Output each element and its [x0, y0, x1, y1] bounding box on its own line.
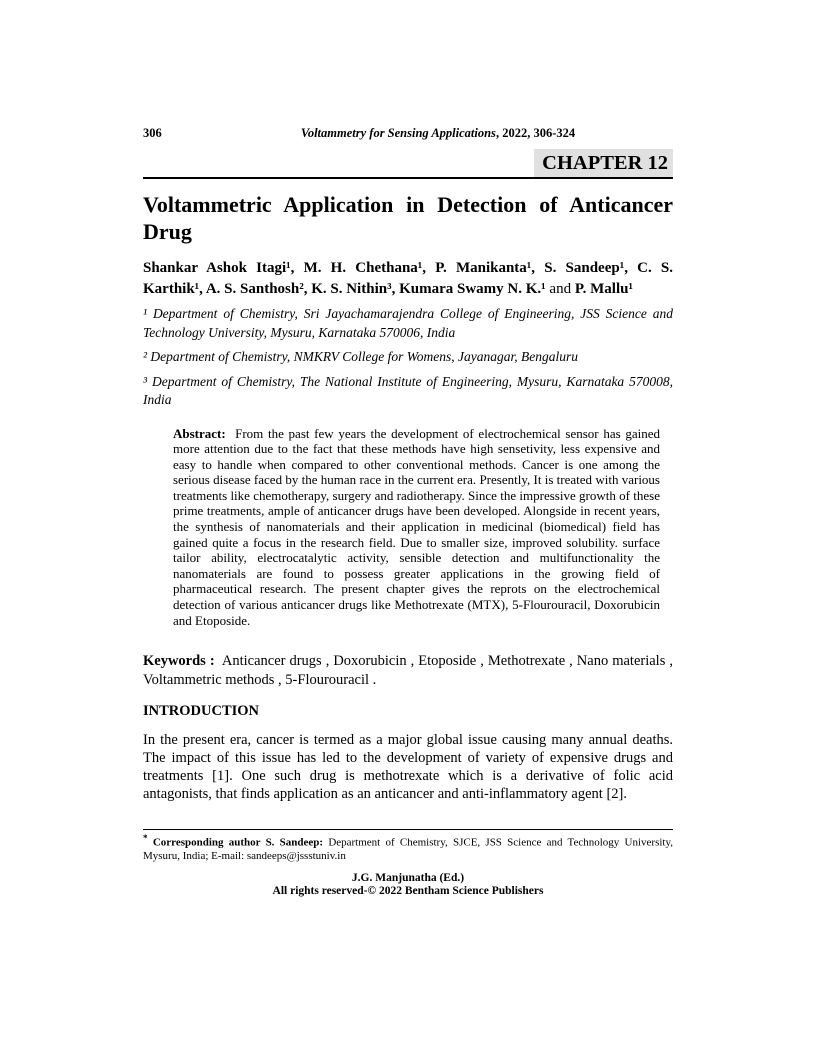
running-title [203, 126, 673, 141]
chapter-banner-rule [143, 149, 673, 179]
authors-bold-group: Shankar Ashok Itagi¹, M. H. Chethana¹, P. Manikanta¹, S. Sandeep¹, C. S. Karthik¹, A. S. Santhosh², K. S. Nithin³, Kumara Swamy N. K.¹ [143, 260, 673, 297]
keywords-text: Anticancer drugs , Doxorubicin , Etoposide , Methotrexate , Nano materials , Voltammetric methods , 5-Flourouracil . [143, 653, 673, 688]
footer-rights: All rights reserved-© 2022 Bentham Science Publishers [272, 885, 544, 898]
corresponding-author-footnote [143, 832, 673, 864]
affiliation-3: ³ Department of Chemistry, The National Institute of Engineering, Mysuru, Karnataka 570008, India [143, 373, 673, 407]
authors-last: P. Mallu¹ [574, 280, 633, 297]
introduction-paragraph: In the present era, cancer is termed as a major global issue causing many annual deaths. The impact of this issue has led to the development of variety of expensive drugs and treatments [1]. One such drug is methotrexate which is a derivative of folic acid antagonists, that finds application as an anticancer and anti-inflammatory agent [2]. [143, 732, 673, 803]
chapter-title: Voltammetric Application in Detection of Anticancer Drug [143, 192, 673, 244]
keywords-paragraph [143, 652, 673, 689]
introduction-heading: INTRODUCTION [143, 703, 260, 720]
affiliation-1: ¹ Department of Chemistry, Sri Jayachamarajendra College of Engineering, JSS Science and Technology University, Mysuru, Karnataka 570006, India [143, 306, 673, 340]
running-header [143, 126, 673, 141]
footnote-label: Corresponding author S. Sandeep: [147, 836, 324, 849]
footnote-text: Department of Chemistry, SJCE, JSS Science and Technology University, Mysuru, India; E-mail: sandeeps@jssstuniv.in [143, 836, 673, 863]
authors-line [143, 258, 673, 299]
abstract-label: Abstract: [173, 425, 226, 441]
footnote-marker: * [143, 833, 148, 844]
abstract-paragraph [173, 426, 660, 629]
authors-connector: and [545, 280, 575, 297]
page-number: 306 [143, 126, 162, 140]
publisher-footer [143, 872, 673, 899]
affiliation-2: ² Department of Chemistry, NMKRV College for Womens, Jayanagar, Bengaluru [143, 349, 579, 364]
chapter-banner-label: CHAPTER 12 [534, 149, 673, 177]
running-title-journal: Voltammetry for Sensing Applications [300, 126, 496, 140]
footnote-divider [143, 829, 673, 830]
running-title-meta: , 2022, 306-324 [495, 126, 576, 140]
footer-editor: J.G. Manjunatha (Ed.) [351, 871, 465, 884]
abstract-text: From the past few years the development of electrochemical sensor has gained more attention due to the fact that these methods have high sensetivity, less expensive and easy to handle when compared to other conventional methods. Cancer is one among the serious disease faced by the human race in the current era. Presently, It is treated with various treatments like chemotherapy, surgery and radiotherapy. Since the impressive growth of these prime treatments, ample of anticancer drugs have been developed. Alongside in recent years, the synthesis of nanomaterials and their application in medicinal (biomedical) field has gained quite a focus in the research field. Due to smaller size, improved solubility. surface tailor ability, electrocatalytic activity, sensible detection and multifunctionality the nanomaterials are found to possess greater applications in the growing field of pharmaceutical research. The present chapter gives the reprots on the electrochemical detection of various anticancer drugs like Methotrexate (MTX), 5-Flourouracil, Doxorubicin and Etoposide. [173, 425, 660, 628]
keywords-label: Keywords : [143, 653, 215, 670]
